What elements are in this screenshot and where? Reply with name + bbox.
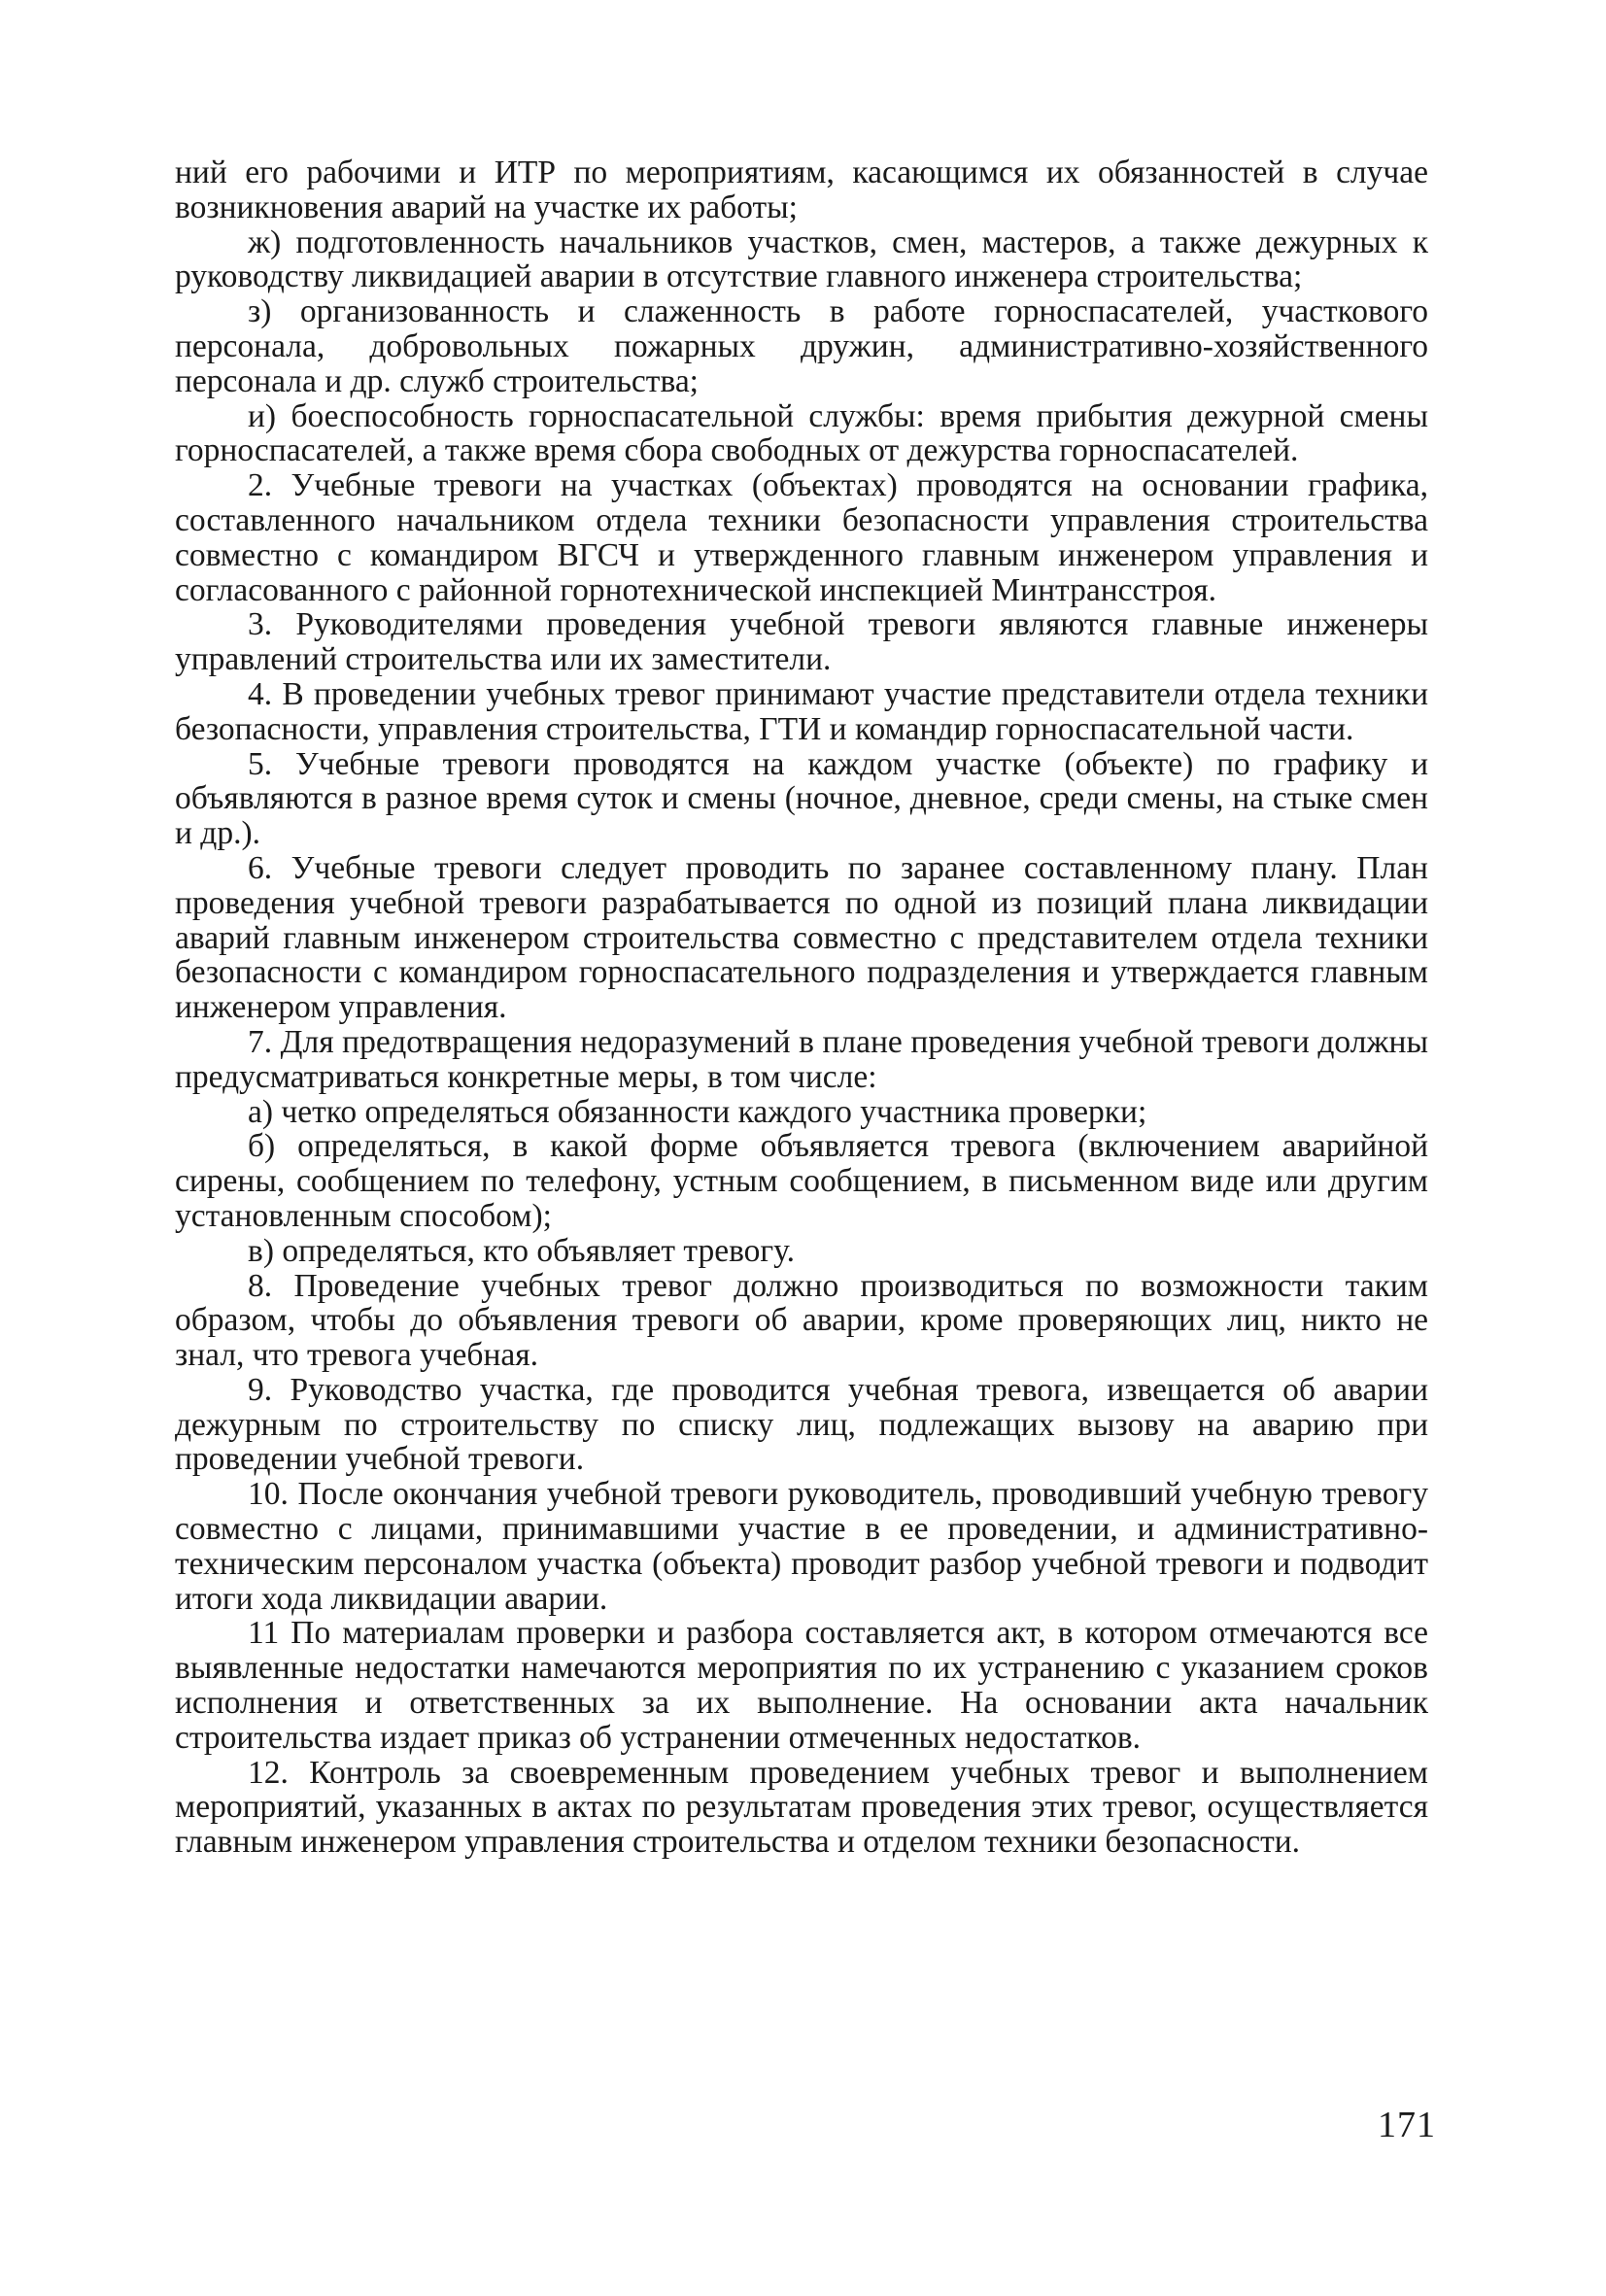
paragraph-7b: б) определяться, в какой форме объявляется тревога (включением аварийной сирены, сообщением по телефону, устным сообщением, в письменном виде или другим установленным способом); — [175, 1128, 1428, 1234]
body-text — [175, 155, 1428, 1860]
paragraph-7: 7. Для предотвращения недоразумений в плане проведения учебной тревоги должны предусматриваться конкретные меры, в том числе: — [175, 1023, 1428, 1095]
paragraph-12: 12. Контроль за своевременным проведением учебных тревог и выполнением мероприятий, указанных в актах по результатам проведения этих тревог, осуществляется главным инженером управления строительства и отделом техники безопасности. — [175, 1754, 1428, 1861]
paragraph-4: 4. В проведении учебных тревог принимают участие представители отдела техники безопасности, управления строительства, ГТИ и командир горноспасательной части. — [175, 675, 1428, 747]
paragraph-7a: а) четко определяться обязанности каждого участника проверки; — [248, 1093, 1147, 1130]
paragraph-8: 8. Проведение учебных тревог должно производиться по возможности таким образом, чтобы до объявления тревоги об аварии, кроме проверяющих лиц, никто не знал, что тревога учебная. — [175, 1267, 1428, 1374]
paragraph-9: 9. Руководство участка, где проводится учебная тревога, извещается об аварии дежурным по строительству по списку лиц, подлежащих вызову на аварию при проведении учебной тревоги. — [175, 1371, 1428, 1478]
paragraph-11: 11 По материалам проверки и разбора составляется акт, в котором отмечаются все выявленные недостатки намечаются мероприятия по их устранению с указанием сроков исполнения и ответственных за их выполнение. На основании акта начальник строительства издает приказ об устранении отмеченных недостатков. — [175, 1615, 1428, 1756]
paragraph-7v: в) определяться, кто объявляет тревогу. — [248, 1232, 795, 1269]
paragraph-3: 3. Руководителями проведения учебной тревоги являются главные инженеры управлений строительства или их заместители. — [175, 606, 1428, 678]
paragraph-item-z: з) организованность и слаженность в работе горноспасателей, участкового персонала, добровольных пожарных дружин, административно-хозяйственного персонала и др. служб строительства; — [175, 293, 1428, 399]
paragraph-item-zh: ж) подготовленность начальников участков, смен, мастеров, а также дежурных к руководству ликвидацией аварии в отсутствие главного инженера строительства; — [175, 223, 1428, 295]
page-number: 171 — [1378, 2105, 1436, 2145]
paragraph-5: 5. Учебные тревоги проводятся на каждом участке (объекте) по графику и объявляются в разное время суток и смены (ночное, дневное, среди смены, на стыке смен и др.). — [175, 745, 1428, 852]
paragraph-10: 10. После окончания учебной тревоги руководитель, проводивший учебную тревогу совместно с лицами, принимавшими участие в ее проведении, и административно-техническим персоналом участка (объекта) проводит разбор учебной тревоги и подводит итоги хода ликвидации аварии. — [175, 1476, 1428, 1617]
paragraph-2: 2. Учебные тревоги на участках (объектах) проводятся на основании графика, составленного начальником отдела техники безопасности управления строительства совместно с командиром ВГСЧ и утвержденного главным инженером управления и согласованного с районной горнотехнической инспекцией Минтрансстроя. — [175, 467, 1428, 608]
paragraph-continuation: ний его рабочими и ИТР по мероприятиям, касающимся их обязанностей в случае возникновения аварий на участке их работы; — [175, 154, 1428, 225]
paragraph-item-i: и) боеспособность горноспасательной службы: время прибытия дежурной смены горноспасателей, а также время сбора свободных от дежурства горноспасателей. — [175, 397, 1428, 469]
paragraph-6: 6. Учебные тревоги следует проводить по заранее составленному плану. План проведения учебной тревоги разрабатывается по одной из позиций плана ликвидации аварий главным инженером строительства совместно с представителем отдела техники безопасности с командиром горноспасательного подразделения и утверждается главным инженером управления. — [175, 849, 1428, 1026]
